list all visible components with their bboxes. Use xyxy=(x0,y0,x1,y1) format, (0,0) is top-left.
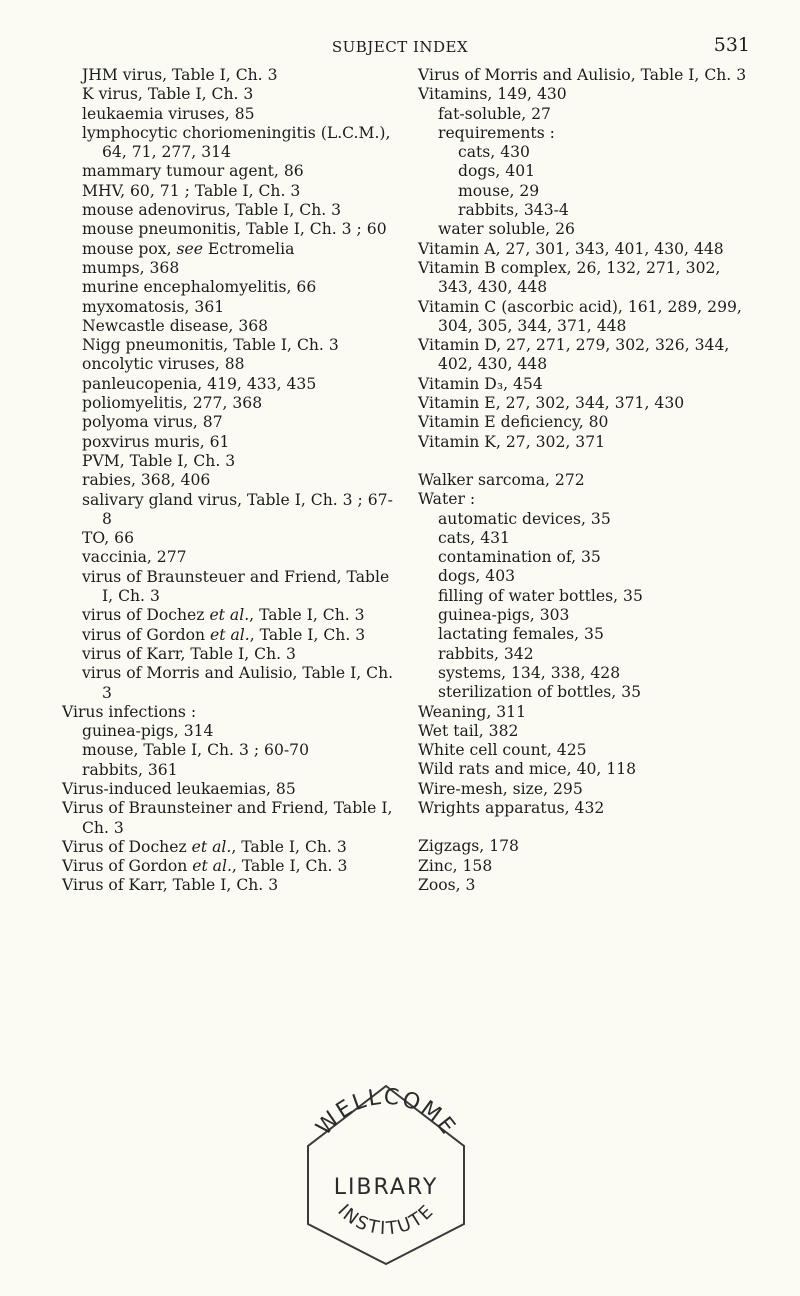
index-entry: polyoma virus, 87 xyxy=(82,413,223,432)
index-entry: virus of Dochez et al., Table I, Ch. 3 xyxy=(82,606,365,625)
index-entry: mouse pneumonitis, Table I, Ch. 3 ; 60 xyxy=(82,220,387,239)
library-stamp-graphic xyxy=(286,1074,486,1274)
index-entry: Walker sarcoma, 272 xyxy=(418,470,585,489)
index-entry: Wild rats and mice, 40, 118 xyxy=(418,760,637,779)
library-stamp xyxy=(286,1074,486,1274)
index-entry: Vitamin E deficiency, 80 xyxy=(418,413,609,432)
index-entry: cats, 431 xyxy=(438,528,510,547)
index-entry: Virus-induced leukaemias, 85 xyxy=(62,779,296,798)
index-entry: dogs, 403 xyxy=(438,567,516,586)
index-entry: Virus infections : xyxy=(62,702,197,721)
index-entry: virus of Gordon et al., Table I, Ch. 3 xyxy=(82,625,366,644)
index-entry: contamination of, 35 xyxy=(438,548,601,567)
index-entry: vaccinia, 277 xyxy=(82,548,187,567)
index-entry: lactating females, 35 xyxy=(438,625,604,644)
index-entry: mouse, 29 xyxy=(458,181,540,200)
index-entry: Zigzags, 178 xyxy=(418,837,519,856)
index-entry: rabbits, 361 xyxy=(82,760,178,779)
index-entry: virus of Morris and Aulisio, Table I, Ch. 3 xyxy=(82,664,394,702)
index-entry: poliomyelitis, 277, 368 xyxy=(82,394,263,413)
index-entry: virus of Braunsteuer and Friend, Table I, Ch. 3 xyxy=(82,567,390,606)
index-entry: cats, 430 xyxy=(458,143,530,162)
index-entry: Wire-mesh, size, 295 xyxy=(418,779,583,798)
page-number: 531 xyxy=(713,34,750,56)
index-entry: Vitamin C (ascorbic acid), 161, 289, 299, 304, 305, 344, 371, 448 xyxy=(418,297,742,335)
index-entry: filling of water bottles, 35 xyxy=(438,586,643,605)
index-entry: guinea-pigs, 314 xyxy=(82,722,214,741)
index-entry: Virus of Morris and Aulisio, Table I, Ch. 3 xyxy=(418,66,747,84)
index-entry: Weaning, 311 xyxy=(418,702,527,721)
index-entry: lymphocytic choriomeningitis (L.C.M.), 64, 71, 277, 314 xyxy=(82,123,391,162)
index-entry: mouse, Table I, Ch. 3 ; 60-70 xyxy=(82,741,310,760)
index-entry: rabbits, 343-4 xyxy=(458,201,569,220)
index-entry: Newcastle disease, 368 xyxy=(82,316,269,335)
index-entry: Wet tail, 382 xyxy=(418,721,519,740)
page-header xyxy=(0,36,800,60)
left-index-column xyxy=(62,66,396,896)
index-entry: virus of Karr, Table I, Ch. 3 xyxy=(82,644,296,663)
stamp-bottom-text: INSTITUTE xyxy=(333,1200,439,1240)
index-entry: Zinc, 158 xyxy=(418,856,493,875)
index-entry: salivary gland virus, Table I, Ch. 3 ; 67-8 xyxy=(82,490,393,528)
index-entry: myxomatosis, 361 xyxy=(82,297,225,316)
index-entry: murine encephalomyelitis, 66 xyxy=(82,278,317,297)
index-entry: Vitamin E, 27, 302, 344, 371, 430 xyxy=(418,394,685,413)
index-entry: rabbits, 342 xyxy=(438,644,534,663)
index-entry: automatic devices, 35 xyxy=(438,509,611,528)
index-entry: mouse adenovirus, Table I, Ch. 3 xyxy=(82,201,342,220)
index-entry: dogs, 401 xyxy=(458,162,536,181)
index-entry: Zoos, 3 xyxy=(418,875,476,894)
index-entry: mouse pox, see Ectromelia xyxy=(82,239,295,258)
index-entry: K virus, Table I, Ch. 3 xyxy=(82,85,254,104)
index-entry: rabies, 368, 406 xyxy=(82,471,211,490)
index-entry: poxvirus muris, 61 xyxy=(82,432,230,451)
index-entry: panleucopenia, 419, 433, 435 xyxy=(82,374,317,393)
index-entry: MHV, 60, 71 ; Table I, Ch. 3 xyxy=(82,181,301,200)
index-entry: Wrights apparatus, 432 xyxy=(418,798,605,817)
index-entry: mumps, 368 xyxy=(82,258,180,277)
index-entry: Nigg pneumonitis, Table I, Ch. 3 xyxy=(82,336,339,355)
index-entry: oncolytic viruses, 88 xyxy=(82,355,245,374)
index-entry: water soluble, 26 xyxy=(438,220,575,239)
index-entry: guinea-pigs, 303 xyxy=(438,606,570,625)
index-entry: leukaemia viruses, 85 xyxy=(82,104,255,123)
index-entry: Vitamins, 149, 430 xyxy=(418,85,567,104)
index-entry: systems, 134, 338, 428 xyxy=(438,663,621,682)
index-entry: Vitamin D₃, 454 xyxy=(418,374,543,393)
index-entry: TO, 66 xyxy=(82,529,135,548)
index-entry: Virus of Braunsteiner and Friend, Table I, Ch. 3 xyxy=(62,799,393,837)
index-entry: requirements : xyxy=(438,123,555,142)
stamp-top-text: WELLCOME xyxy=(311,1084,461,1141)
index-entry: JHM virus, Table I, Ch. 3 xyxy=(82,66,278,84)
index-entry: Virus of Gordon et al., Table I, Ch. 3 xyxy=(62,857,348,876)
index-entry: Water : xyxy=(418,490,476,509)
index-entry: Virus of Karr, Table I, Ch. 3 xyxy=(62,876,279,895)
index-entry: Vitamin D, 27, 271, 279, 302, 326, 344, 402, 430, 448 xyxy=(418,336,730,374)
index-entry: Virus of Dochez et al., Table I, Ch. 3 xyxy=(62,837,347,856)
stamp-center-text: LIBRARY xyxy=(333,1175,439,1200)
index-entry: White cell count, 425 xyxy=(418,741,587,760)
index-entry: PVM, Table I, Ch. 3 xyxy=(82,451,236,470)
index-entry: fat-soluble, 27 xyxy=(438,104,551,123)
right-index-column xyxy=(418,66,758,895)
index-entry: Vitamin K, 27, 302, 371 xyxy=(418,432,606,451)
index-entry: sterilization of bottles, 35 xyxy=(438,683,642,702)
index-entry: mammary tumour agent, 86 xyxy=(82,162,304,181)
index-entry: Vitamin A, 27, 301, 343, 401, 430, 448 xyxy=(418,239,724,258)
running-head: SUBJECT INDEX xyxy=(331,38,469,56)
index-entry: Vitamin B complex, 26, 132, 271, 302, 343, 430, 448 xyxy=(418,258,721,297)
